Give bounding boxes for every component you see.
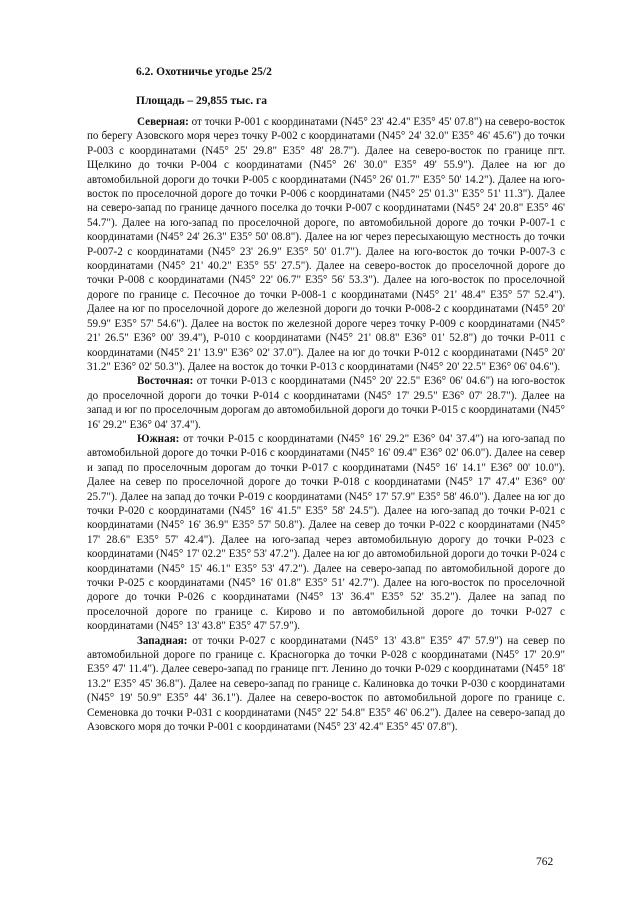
boundary-east-label: Восточная: bbox=[137, 375, 194, 388]
section-title: 6.2. Охотничье угодье 25/2 bbox=[136, 66, 272, 78]
boundary-south-label: Южная: bbox=[137, 432, 180, 445]
boundary-north-label: Северная: bbox=[137, 116, 189, 128]
boundary-description bbox=[87, 115, 565, 734]
area-heading: Площадь – 29,855 тыс. га bbox=[136, 95, 267, 107]
boundary-south-text: от точки Р-015 с координатами (N45° 16' 29.2" E36° 04' 37.4") на юго-запад по автомобильной дороге до точки Р-016 с координатами (N45° 16' 09.4" E36° 02' 06.0"). Далее на север и запад по проселочным дорогам до точки Р-017 с координатами (N45° 16' 14.1" E36° 00' 10.0"). Далее на север по проселочной дороге до точки Р-018 с координатами (N45° 17' 47.4" E36° 00' 25.7"). Далее на запад до точки Р-019 с координатами (N45° 17' 57.9" E35° 58' 46.0"). Далее на юг до точки Р-020 с координатами (N45° 16' 41.5" E35° 58' 24.5"). Далее на юго-запад до точки Р-021 с координатами (N45° 16' 36.9" E35° 57' 50.8"). Далее на север до точки Р-022 с координатами (N45° 17' 28.6" E35° 57' 42.4"). Далее на юго-запад через автомобильную дорогу до точки Р-023 с координатами (N45° 17' 02.2" E35° 53' 47.2"). Далее на юг до автомобильной дороги до точки Р-024 с координатами (N45° 15' 46.1" E35° 53' 47.2"). Далее на северо-запад по автомобильной дороге до точки Р-025 с координатами (N45° 16' 01.8" E35° 51' 42.7"). Далее на юго-восток по проселочной дороге до точки Р-026 с координатами (N45° 13' 36.4" E35° 52' 35.2"). Далее на запад по проселочной дороге по границе с. Кирово и по автомобильной дороге до точки Р-027 с координатами (N45° 13' 43.8" E35° 47' 57.9"). bbox=[87, 432, 566, 633]
boundary-west-label: Западная: bbox=[137, 634, 188, 647]
boundary-south-paragraph bbox=[87, 432, 565, 634]
page-number: 762 bbox=[536, 856, 554, 868]
boundary-west-paragraph bbox=[87, 634, 565, 735]
boundary-east-text: от точки Р-013 с координатами (N45° 20' 22.5" E36° 06' 04.6") на юго-восток до проселочной дороги до точки Р-014 с координатами (N45° 17' 29.5" E36° 07' 28.7"). Далее на запад и юг по проселочным дорогам до автомобильной дороги до точки Р-015 с координатами (N45° 16' 29.2" E36° 04' 37.4"). bbox=[87, 375, 565, 431]
boundary-east-paragraph bbox=[87, 374, 565, 432]
boundary-west-text: от точки Р-027 с координатами (N45° 13' 43.8" E35° 47' 57.9") на север по автомобильной дороге по границе с. Красногорка до точки Р-028 с координатами (N45° 17' 20.9" E35° 47' 11.4"). Далее северо-запад по границе пгт. Ленино до точки Р-029 с координатами (N45° 18' 13.2" E35° 45' 36.8"). Далее на северо-запад по границе с. Калиновка до точки Р-030 с координатами (N45° 19' 50.9" E35° 44' 36.1"). Далее на северо-восток по автомобильной дороге по границе с. Семеновка до точки Р-031 с координатами (N45° 22' 54.8" E35° 46' 06.2"). Далее на северо-запад до Азовского моря до точки Р-001 с координатами (N45° 23' 42.4" E35° 45' 07.8"). bbox=[87, 634, 565, 734]
boundary-north-paragraph bbox=[87, 115, 565, 374]
boundary-north-text: от точки Р-001 с координатами (N45° 23' 42.4" E35° 45' 07.8") на северо-восток по берегу Азовского моря через точку Р-002 с координатами (N45° 24' 32.0" E35° 46' 45.6") до точки Р-003 с координатами (N45° 25' 29.8" E35° 48' 28.7"). Далее на северо-восток по границе пгт. Щелкино до точки Р-004 с координатами (N45° 26' 30.0" E35° 49' 55.9"). Далее на юг до автомобильной дороги до точки Р-005 с координатами (N45° 26' 01.7" E35° 50' 14.2"). Далее на юго-восток по проселочной дороге до точки Р-006 с координатами (N45° 25' 01.3" E35° 51' 11.3"). Далее на северо-запад по границе дачного поселка до точки Р-007 с координатами (N45° 24' 20.8" E35° 46' 54.7"). Далее на юго-запад по проселочной дороге, по автомобильной дороге до точки Р-007-1 с координатами (N45° 24' 26.3" E35° 50' 08.8"). Далее на юг через пересыхающую местность до точки Р-007-2 с координатами (N45° 23' 26.9" E35° 50' 01.7"). Далее на юго-восток до точки Р-007-3 с координатами (N45° 21' 40.2" E35° 55' 27.5"). Далее на северо-восток до проселочной дороге до точки Р-008 с координатами (N45° 22' 06.7" E35° 56' 53.3"). Далее на юго-восток по проселочной дороге по границе с. Песочное до точки Р-008-1 с координатами (N45° 21' 48.4" E35° 57' 52.4"). Далее на юг по проселочной дороге до железной дороги до точки Р-008-2 с координатами (N45° 20' 59.9" E35° 57' 54.6"). Далее на восток по железной дороге через точку Р-009 с координатами (N45° 21' 26.5" E36° 00' 39.4"), Р-010 с координатами (N45° 21' 08.8" E36° 01' 52.8") до точки Р-011 с координатами (N45° 21' 13.9" E36° 02' 37.0"). Далее на юг до точки Р-012 с координатами (N45° 20' 31.2" E36° 02' 50.3"). Далее на восток до точки Р-013 с координатами (N45° 20' 22.5" E36° 06' 04.6"). bbox=[87, 116, 565, 373]
